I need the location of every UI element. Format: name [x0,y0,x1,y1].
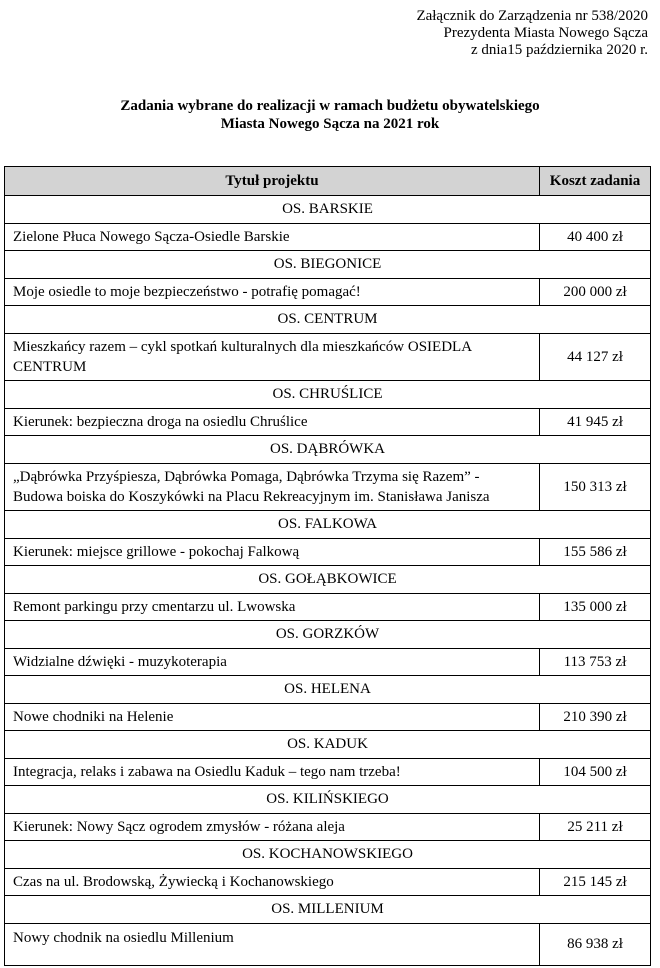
project-row [5,224,651,251]
section-header-row-centrum [5,306,651,334]
project-title-cell: Kierunek: bezpieczna droga na osiedlu Chruślice [5,409,540,436]
section-name: OS. MILLENIUM [5,896,651,924]
project-title-cell: Nowy chodnik na osiedlu Millenium [5,924,540,966]
section-header-row-barskie [5,196,651,224]
section-name: OS. KADUK [5,731,651,759]
project-row [5,464,651,511]
document-title-line-1: Zadania wybrane do realizacji w ramach budżetu obywatelskiego [120,98,540,114]
project-cost-cell: 150 313 zł [540,464,651,511]
document-title-line-2: Miasta Nowego Sącza na 2021 rok [220,116,440,132]
section-name: OS. KILIŃSKIEGO [5,786,651,814]
projects-table [4,166,651,966]
section-header-row-kaduk [5,731,651,759]
project-title-cell: Zielone Płuca Nowego Sącza-Osiedle Barskie [5,224,540,251]
section-header-row-kochanowskiego [5,841,651,869]
project-title-cell: Nowe chodniki na Helenie [5,704,540,731]
section-header-row-gorzkow [5,621,651,649]
project-cost-cell: 86 938 zł [540,924,651,966]
project-cost-cell: 25 211 zł [540,814,651,841]
section-header-row-kilinskiego [5,786,651,814]
section-header-row-helena [5,676,651,704]
project-row [5,279,651,306]
column-header-project-title: Tytuł projektu [5,167,540,196]
project-cost-cell: 44 127 zł [540,334,651,381]
project-cost-cell: 104 500 zł [540,759,651,786]
project-row [5,759,651,786]
project-title-cell: Czas na ul. Brodowską, Żywiecką i Kochanowskiego [5,869,540,896]
project-row [5,334,651,381]
section-name: OS. GORZKÓW [5,621,651,649]
project-cost-cell: 210 390 zł [540,704,651,731]
section-name: OS. FALKOWA [5,511,651,539]
project-title-cell: Integracja, relaks i zabawa na Osiedlu Kaduk – tego nam trzeba! [5,759,540,786]
section-header-row-biegonice [5,251,651,279]
project-title-cell: „Dąbrówka Przyśpiesza, Dąbrówka Pomaga, Dąbrówka Trzyma się Razem” - Budowa boiska do Koszykówki na Placu Rekreacyjnym im. Stanisława Janisza [5,464,540,511]
section-name: OS. CENTRUM [5,306,651,334]
project-title-cell: Kierunek: miejsce grillowe - pokochaj Falkową [5,539,540,566]
document-title [0,97,660,133]
project-cost-cell: 135 000 zł [540,594,651,621]
section-name: OS. DĄBRÓWKA [5,436,651,464]
section-name: OS. BARSKIE [5,196,651,224]
section-name: OS. CHRUŚLICE [5,381,651,409]
section-name: OS. HELENA [5,676,651,704]
section-header-row-falkowa [5,511,651,539]
project-row [5,539,651,566]
project-row [5,649,651,676]
section-name: OS. GOŁĄBKOWICE [5,566,651,594]
project-cost-cell: 200 000 zł [540,279,651,306]
attachment-header [0,0,660,59]
project-title-cell: Kierunek: Nowy Sącz ogrodem zmysłów - różana aleja [5,814,540,841]
column-header-cost: Koszt zadania [540,167,651,196]
section-header-row-chruslice [5,381,651,409]
project-title-cell: Moje osiedle to moje bezpieczeństwo - potrafię pomagać! [5,279,540,306]
project-row [5,924,651,966]
project-cost-cell: 41 945 zł [540,409,651,436]
project-title-cell: Remont parkingu przy cmentarzu ul. Lwowska [5,594,540,621]
project-row [5,409,651,436]
project-cost-cell: 113 753 zł [540,649,651,676]
section-header-row-dabrowka [5,436,651,464]
table-header-row [5,167,651,196]
section-header-row-millenium [5,896,651,924]
attachment-header-line-1: Załącznik do Zarządzenia nr 538/2020 [416,8,648,24]
project-cost-cell: 40 400 zł [540,224,651,251]
attachment-header-line-2: Prezydenta Miasta Nowego Sącza [443,25,648,41]
project-cost-cell: 215 145 zł [540,869,651,896]
section-name: OS. KOCHANOWSKIEGO [5,841,651,869]
project-title-cell: Mieszkańcy razem – cykl spotkań kulturalnych dla mieszkańców OSIEDLA CENTRUM [5,334,540,381]
project-row [5,814,651,841]
section-name: OS. BIEGONICE [5,251,651,279]
attachment-header-line-3: z dnia15 października 2020 r. [470,42,648,58]
project-title-cell: Widzialne dźwięki - muzykoterapia [5,649,540,676]
project-row [5,869,651,896]
project-row [5,594,651,621]
project-cost-cell: 155 586 zł [540,539,651,566]
section-header-row-golabkowice [5,566,651,594]
project-row [5,704,651,731]
